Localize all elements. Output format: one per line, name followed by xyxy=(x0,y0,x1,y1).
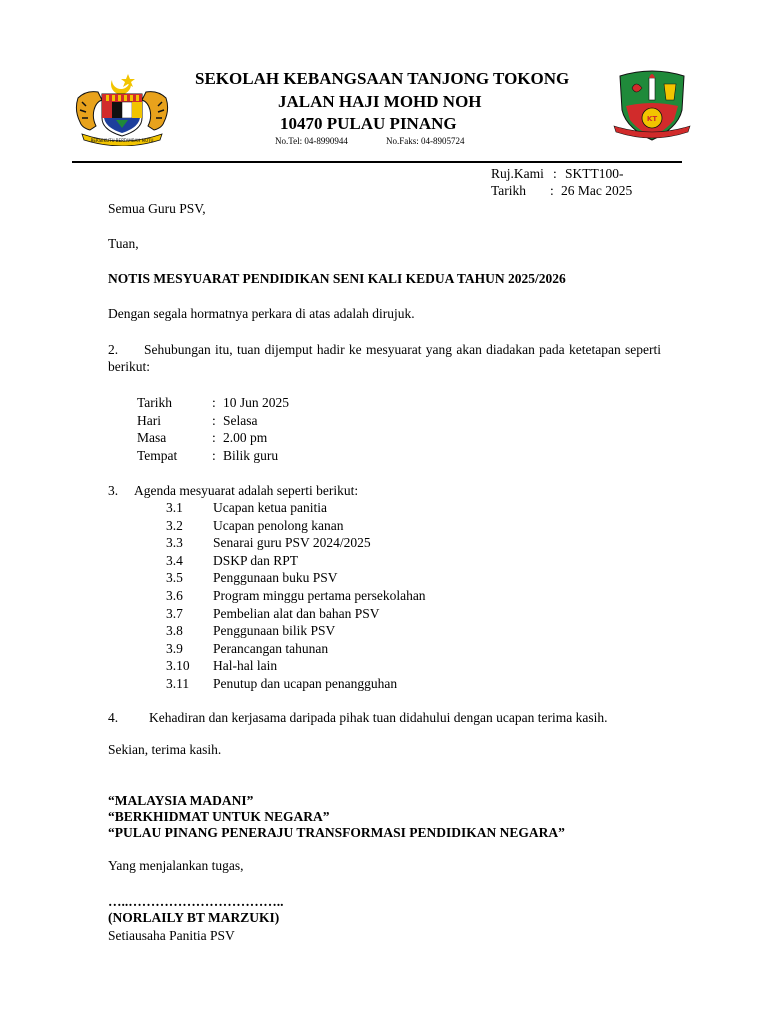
paragraph-2-number: 2. xyxy=(108,342,119,357)
agenda-item-number: 3.1 xyxy=(166,500,183,515)
agenda-item xyxy=(166,569,586,587)
header-divider xyxy=(72,161,682,163)
paragraph-2-body: Sehubungan itu, tuan dijemput hadir ke mesyuarat yang akan diadakan pada ketetapan seperti berikut: xyxy=(108,342,661,374)
agenda-item-text: Penggunaan bilik PSV xyxy=(213,623,336,639)
slogan-pulau-pinang: “PULAU PINANG PENERAJU TRANSFORMASI PENDIDIKAN NEGARA” xyxy=(108,825,565,840)
meeting-date-colon: : xyxy=(212,395,216,410)
salutation: Tuan, xyxy=(108,236,139,251)
paragraph-3-text: Agenda mesyuarat adalah seperti berikut: xyxy=(134,483,359,498)
slogan-malaysia-madani: “MALAYSIA MADANI” xyxy=(108,793,254,808)
agenda-item xyxy=(166,534,586,552)
meeting-time-colon: : xyxy=(212,430,216,445)
reference-colon: : xyxy=(553,166,557,181)
meeting-time-value: 2.00 pm xyxy=(223,430,268,445)
meeting-date-value: 10 Jun 2025 xyxy=(223,395,290,410)
agenda-item xyxy=(166,499,586,517)
school-name: SEKOLAH KEBANGSAAN TANJONG TOKONG xyxy=(195,69,570,88)
coat-of-arms-motto: BERSEKUTU BERTAMBAH MUTU xyxy=(90,138,154,143)
agenda-item xyxy=(166,675,586,693)
intro-paragraph: Dengan segala hormatnya perkara di atas adalah dirujuk. xyxy=(108,306,415,321)
crest-initials: KT xyxy=(646,115,658,123)
signer-title: Setiausaha Panitia PSV xyxy=(108,928,235,943)
signer-name: (NORLAILY BT MARZUKI) xyxy=(108,910,280,925)
agenda-item-text: Penggunaan buku PSV xyxy=(213,570,338,586)
agenda-item-number: 3.8 xyxy=(166,623,183,639)
agenda-item-text: Program minggu pertama persekolahan xyxy=(213,587,426,603)
reference-label: Ruj.Kami xyxy=(491,166,544,181)
school-crest-logo xyxy=(612,66,692,146)
meeting-day-label: Hari xyxy=(137,413,161,428)
agenda-item xyxy=(166,552,586,570)
agenda-item-number: 3.11 xyxy=(166,675,190,691)
agenda-item xyxy=(166,622,586,640)
agenda-item-text: Pembelian alat dan bahan PSV xyxy=(213,605,380,621)
agenda-item xyxy=(166,587,586,605)
agenda-item-text: DSKP dan RPT xyxy=(213,552,299,568)
letter-subject: NOTIS MESYUARAT PENDIDIKAN SENI KALI KEDUA TAHUN 2025/2026 xyxy=(108,271,566,286)
meeting-place-label: Tempat xyxy=(137,448,178,463)
agenda-item-number: 3.10 xyxy=(166,658,190,674)
meeting-place-colon: : xyxy=(212,448,216,463)
school-fax: No.Faks: 04-8905724 xyxy=(386,136,465,146)
agenda-item-number: 3.5 xyxy=(166,570,183,586)
recipient: Semua Guru PSV, xyxy=(108,201,206,216)
letter-date-label: Tarikh xyxy=(491,183,527,198)
agenda-item xyxy=(166,605,586,623)
duty-line: Yang menjalankan tugas, xyxy=(108,858,244,873)
agenda-item-text: Penutup dan ucapan penangguhan xyxy=(213,675,398,691)
agenda-item-text: Hal-hal lain xyxy=(213,658,278,674)
meeting-date-label: Tarikh xyxy=(137,395,173,410)
agenda-item-number: 3.2 xyxy=(166,517,183,533)
agenda-item-text: Ucapan ketua panitia xyxy=(213,500,327,515)
agenda-item-number: 3.9 xyxy=(166,640,183,656)
paragraph-4-text: Kehadiran dan kerjasama daripada pihak tuan didahului dengan ucapan terima kasih. xyxy=(149,710,608,725)
school-telephone: No.Tel: 04-8990944 xyxy=(275,136,348,146)
agenda-item-number: 3.7 xyxy=(166,605,183,621)
reference-value: SKTT100- xyxy=(565,166,624,181)
slogan-berkhidmat: “BERKHIDMAT UNTUK NEGARA” xyxy=(108,809,330,824)
agenda-item-text: Perancangan tahunan xyxy=(213,640,329,656)
agenda-item-text: Senarai guru PSV 2024/2025 xyxy=(213,535,371,551)
agenda-item-text: Ucapan penolong kanan xyxy=(213,517,344,533)
agenda-item-number: 3.6 xyxy=(166,587,183,603)
paragraph-3-number: 3. xyxy=(108,483,119,498)
meeting-time-label: Masa xyxy=(137,430,167,445)
paragraph-4-number: 4. xyxy=(108,710,119,725)
paragraph-2-text xyxy=(108,341,661,375)
meeting-day-value: Selasa xyxy=(223,413,258,428)
agenda-item-number: 3.4 xyxy=(166,552,183,568)
meeting-day-colon: : xyxy=(212,413,216,428)
meeting-place-value: Bilik guru xyxy=(223,448,279,463)
agenda-item xyxy=(166,657,586,675)
school-address-line2: 10470 PULAU PINANG xyxy=(280,114,457,133)
letter-date-value: 26 Mac 2025 xyxy=(561,183,633,198)
agenda-list xyxy=(166,499,586,693)
closing-remark: Sekian, terima kasih. xyxy=(108,742,222,757)
agenda-item xyxy=(166,517,586,535)
letter-date-colon: : xyxy=(550,183,554,198)
signature-line: …..…………………………….. xyxy=(108,894,284,909)
agenda-item-number: 3.3 xyxy=(166,535,183,551)
agenda-item xyxy=(166,640,586,658)
malaysia-coat-of-arms-logo xyxy=(72,70,172,146)
school-address-line1: JALAN HAJI MOHD NOH xyxy=(278,92,482,111)
